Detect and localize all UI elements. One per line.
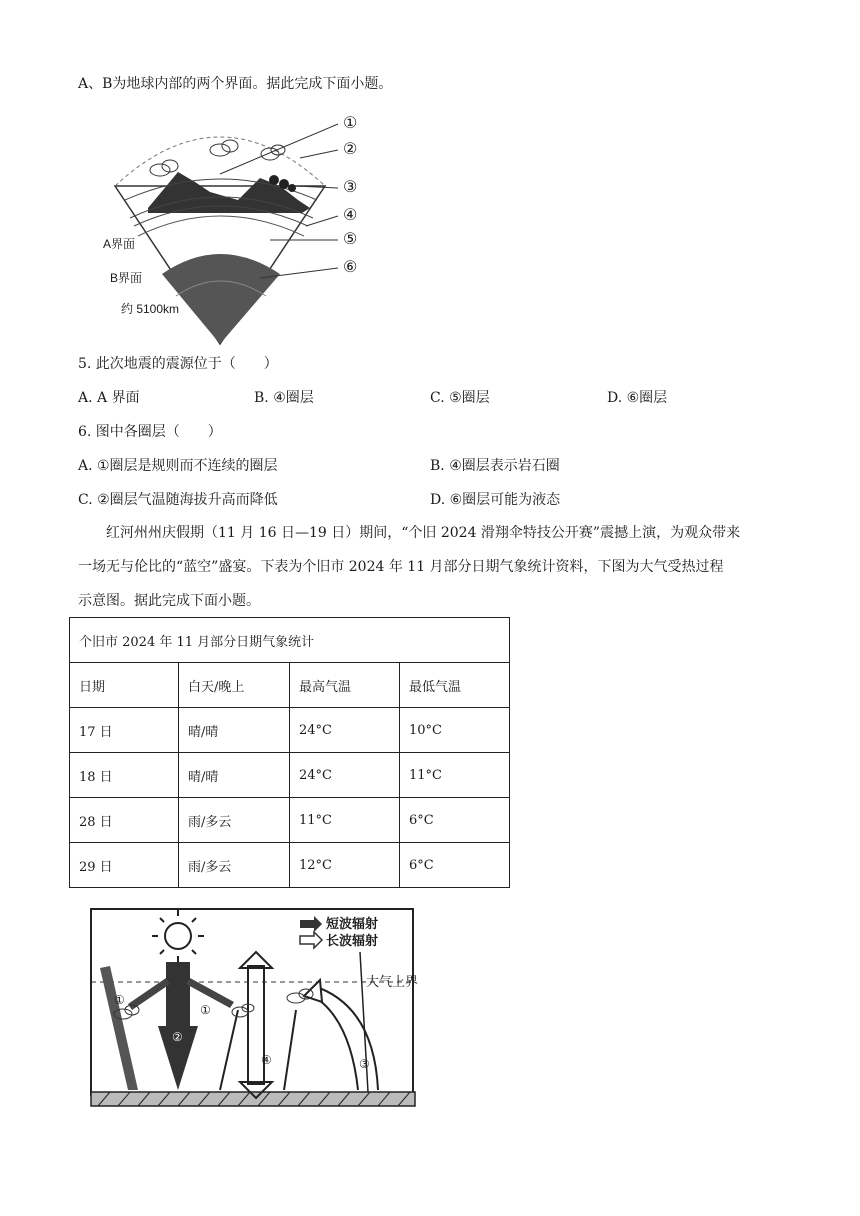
table-row: [70, 753, 510, 798]
intro-text: A、B为地球内部的两个界面。据此完成下面小题。: [78, 76, 393, 92]
layer-label-2: ②: [343, 141, 358, 158]
q5-option-c: C. ⑤圈层: [430, 390, 490, 406]
cell-min-temp: 10°C: [400, 708, 510, 753]
cell-max-temp: 12°C: [290, 843, 400, 888]
cell-date: 18 日: [70, 753, 179, 798]
b-interface-label: B界面: [110, 271, 143, 285]
table-header-row: [70, 663, 510, 708]
cell-date: 17 日: [70, 708, 179, 753]
legend-shortwave: 短波辐射: [326, 916, 379, 931]
cell-max-temp: 24°C: [290, 753, 400, 798]
q6-option-b: B. ④圈层表示岩石圈: [430, 458, 560, 474]
layer-label-6: ⑥: [343, 259, 358, 276]
cell-date: 28 日: [70, 798, 179, 843]
cell-date: 29 日: [70, 843, 179, 888]
cell-min-temp: 6°C: [400, 843, 510, 888]
table-row: [70, 708, 510, 753]
passage-line-1: 红河州州庆假期（11 月 16 日—19 日）期间，“个旧 2024 滑翔伞特技公开赛”震撼上演，为观众带来: [106, 525, 741, 541]
process-label-1b: ①: [200, 1003, 211, 1017]
header-min-temp: 最低气温: [400, 663, 510, 708]
table-title-row: [70, 618, 510, 663]
q6-option-a: A. ①圈层是规则而不连续的圈层: [78, 458, 278, 474]
atmosphere-top-label: 大气上界: [366, 974, 419, 989]
layer-label-4: ④: [343, 207, 358, 224]
q5-option-b: B. ④圈层: [254, 390, 314, 406]
q6-stem: 6. 图中各圈层（ ）: [78, 424, 222, 440]
a-interface-label: A界面: [103, 237, 136, 251]
header-weather: 白天/晚上: [179, 663, 290, 708]
cell-max-temp: 24°C: [290, 708, 400, 753]
legend-longwave: 长波辐射: [326, 933, 379, 948]
depth-label: 约 5100km: [121, 302, 180, 316]
cell-weather: 雨/多云: [179, 843, 290, 888]
process-label-2: ②: [172, 1030, 183, 1044]
table-row: [70, 798, 510, 843]
process-label-3: ③: [359, 1057, 370, 1071]
process-label-1a: ①: [114, 993, 125, 1007]
weather-table: [69, 617, 510, 888]
layer-label-1: ①: [343, 115, 358, 132]
table-row: [70, 843, 510, 888]
layer-label-5: ⑤: [343, 231, 358, 248]
cell-weather: 晴/晴: [179, 753, 290, 798]
layer-label-3: ③: [343, 179, 358, 196]
table-title: 个旧市 2024 年 11 月部分日期气象统计: [70, 618, 510, 663]
q6-option-d: D. ⑥圈层可能为液态: [430, 492, 561, 508]
q5-stem: 5. 此次地震的震源位于（ ）: [78, 356, 278, 372]
passage-line-3: 示意图。据此完成下面小题。: [78, 593, 260, 609]
cell-min-temp: 6°C: [400, 798, 510, 843]
cell-weather: 晴/晴: [179, 708, 290, 753]
cell-min-temp: 11°C: [400, 753, 510, 798]
cell-max-temp: 11°C: [290, 798, 400, 843]
earth-layers-figure: [70, 108, 390, 348]
q5-option-a: A. A 界面: [78, 390, 140, 406]
header-max-temp: 最高气温: [290, 663, 400, 708]
q5-option-d: D. ⑥圈层: [607, 390, 668, 406]
q6-option-c: C. ②圈层气温随海拔升高而降低: [78, 492, 278, 508]
process-label-4: ④: [261, 1053, 272, 1067]
passage-line-2: 一场无与伦比的“蓝空”盛宴。下表为个旧市 2024 年 11 月部分日期气象统计资料，下图为大气受热过程: [78, 559, 724, 575]
header-date: 日期: [70, 663, 179, 708]
cell-weather: 雨/多云: [179, 798, 290, 843]
